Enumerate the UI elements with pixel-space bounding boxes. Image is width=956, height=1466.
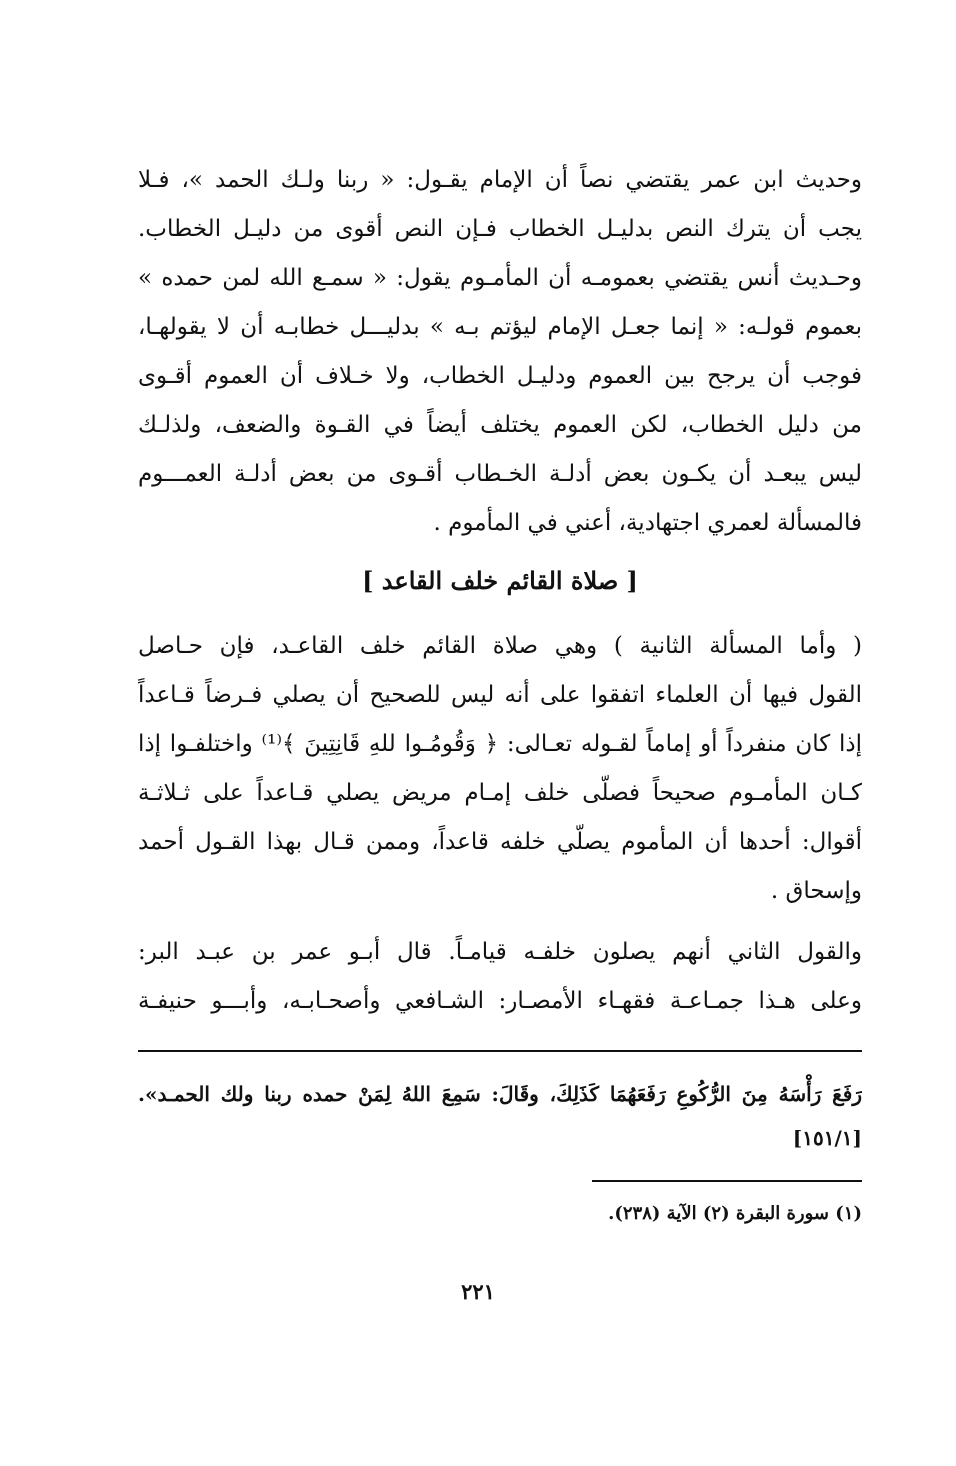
text-line: وحـديث أنس يقتضي بعمومـه أن المأمـوم يقول: « سمـع الله لمن حمده » (138, 265, 862, 291)
footnote-hadith-quote (138, 1072, 862, 1160)
text-line: بعموم قولـه: « إنما جعـل الإمام ليؤتم بـه » بدليـــل خطابـه أن لا يقولهـا، (138, 314, 862, 340)
text-line: كـان المأمـوم صحيحاً فصلّى خلف إمـام مريض يصلي قـاعداً على ثـلاثـة (138, 780, 862, 806)
text-line: فوجب أن يرجح بين العموم ودليـل الخطاب، ولا خـلاف أن العموم أقـوى (138, 363, 862, 389)
text-line: من دليل الخطاب، لكن العموم يختلف أيضاً في القـوة والضعف، ولذلـك (138, 412, 862, 438)
text-line: القول فيها أن العلماء اتفقوا على أنه ليس للصحيح أن يصلي فـرضاً قـاعداً (138, 682, 862, 708)
text-line: إذا كان منفرداً أو إماماً لقـوله تعـالى: ﴿ وَقُومُـوا للهِ قَانِتِينَ ﴾⁽¹⁾ واختلفـوا إذا (138, 731, 862, 757)
text-line: أقوال: أحدها أن المأموم يصلّي خلفه قاعداً، وممن قـال بهذا القـول أحمد (138, 829, 862, 855)
text-line: وحديث ابن عمر يقتضي نصاً أن الإمام يقـول: « ربنا ولـك الحمد »، فـلا (138, 167, 862, 193)
text-line: وإسحاق . (770, 878, 862, 904)
section-heading: [ صلاة القائم خلف القاعد ] (362, 566, 638, 595)
text-line: فالمسألة لعمري اجتهادية، أعني في المأموم . (433, 510, 862, 536)
text-line: ليس يبعـد أن يكـون بعض أدلـة الخـطاب أقـوى من بعض أدلـة العمـــوم (138, 461, 862, 487)
text-line: رَفَعَ رَأْسَهُ مِنَ الرُّكُوعِ رَفَعَهُمَا كَذَلِكَ، وقَالَ: سَمِعَ اللهُ لِمَنْ حمده ربنا ولك الحمـد». (138, 1082, 862, 1106)
paragraph-second-opinion (138, 928, 862, 1026)
footnote-separator (138, 1050, 862, 1052)
text-line: والقول الثاني أنهم يصلون خلفـه قيامـاً. قال أبـو عمر بن عبـد البر: (138, 939, 862, 965)
footnote-reference: (١) سورة البقرة (٢) الآية (٢٣٨). (608, 1203, 862, 1224)
text-line: وعلى هـذا جمـاعـة فقهـاء الأمصـار: الشـافعي وأصحـابـه، وأبـــو حنيفـة (138, 988, 862, 1014)
paragraph-second-issue (138, 622, 862, 916)
footnote-short-separator (592, 1180, 862, 1182)
paragraph-hadith-discussion (138, 156, 862, 548)
reference-line: [١٥١/١] (792, 1126, 862, 1150)
page-number: ٢٢١ (461, 1279, 495, 1304)
text-line: ( وأما المسألة الثانية ) وهي صلاة القائم خلف القاعـد، فإن حـاصل (138, 633, 862, 659)
text-line: يجب أن يترك النص بدليـل الخطاب فـإن النص أقوى من دليـل الخطاب. (138, 216, 862, 242)
